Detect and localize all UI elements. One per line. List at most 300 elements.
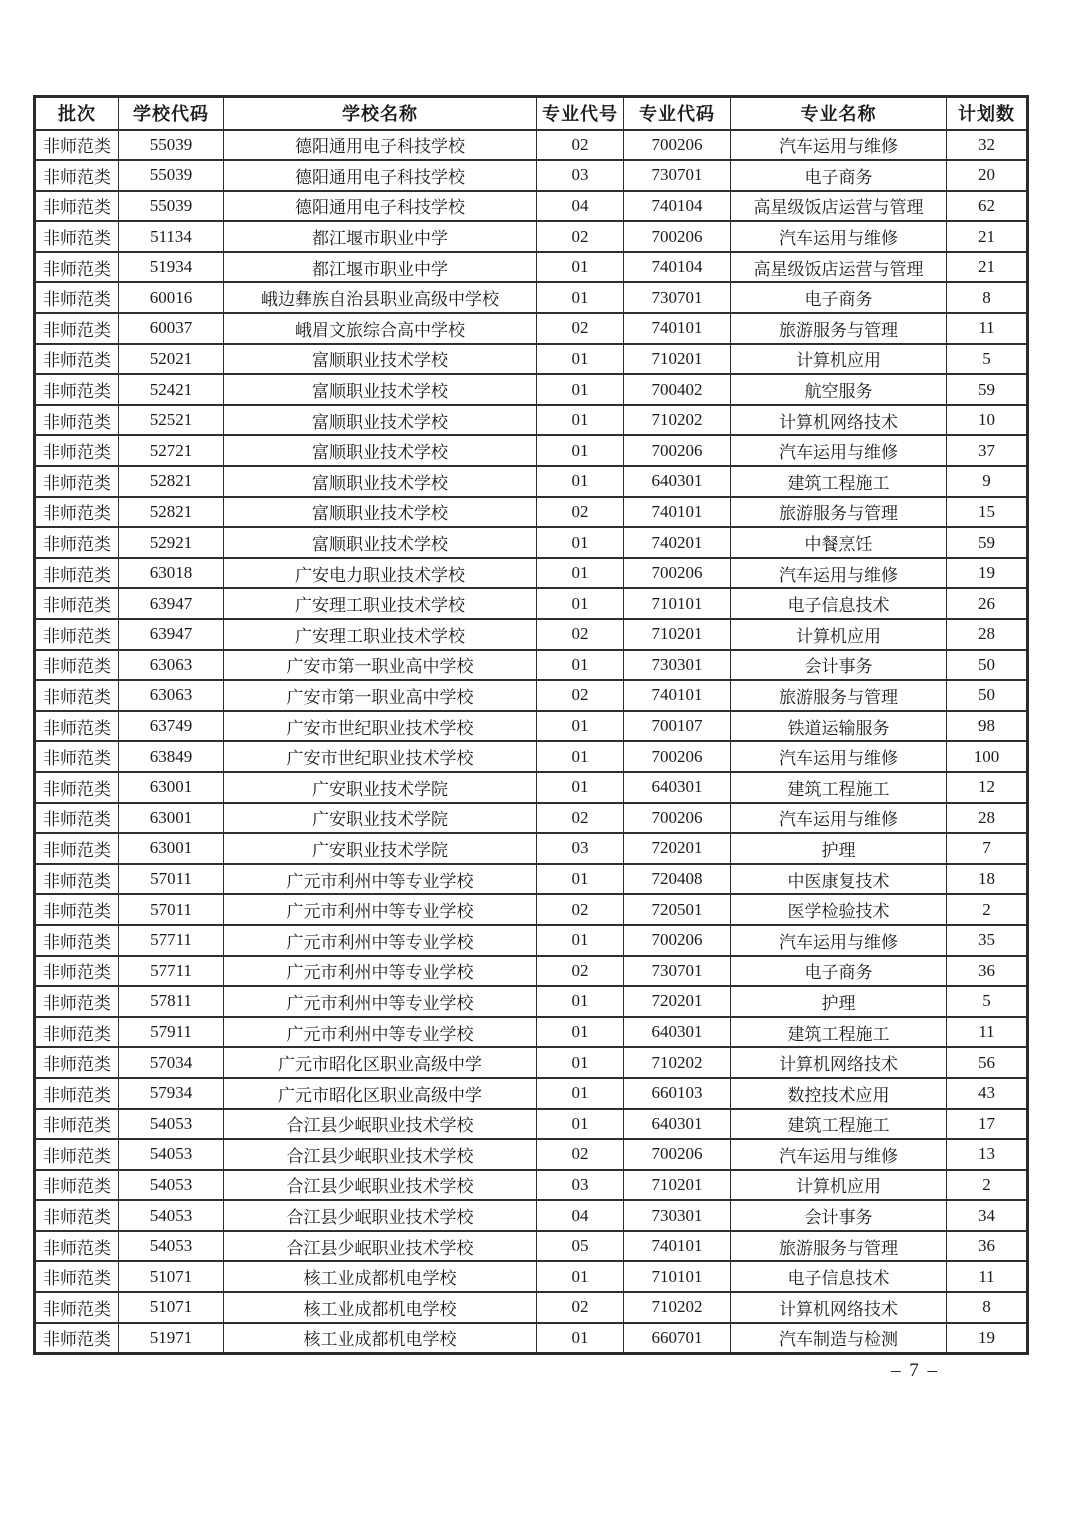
cell-major-name: 计算机应用 xyxy=(731,344,947,375)
cell-school-code: 63001 xyxy=(119,833,224,864)
cell-major-code: 710202 xyxy=(624,1047,731,1078)
cell-plan-count: 26 xyxy=(947,588,1028,619)
cell-plan-count: 5 xyxy=(947,986,1028,1017)
table-row xyxy=(35,313,1028,344)
cell-school-code: 63947 xyxy=(119,619,224,650)
cell-school-name: 核工业成都机电学校 xyxy=(224,1323,537,1354)
cell-school-name: 富顺职业技术学校 xyxy=(224,497,537,528)
cell-major-code: 730701 xyxy=(624,956,731,987)
cell-batch: 非师范类 xyxy=(35,313,119,344)
cell-school-name: 广元市昭化区职业高级中学 xyxy=(224,1078,537,1109)
cell-plan-count: 37 xyxy=(947,435,1028,466)
cell-major-number: 02 xyxy=(537,130,624,161)
cell-school-name: 富顺职业技术学校 xyxy=(224,405,537,436)
cell-major-name: 中医康复技术 xyxy=(731,864,947,895)
cell-batch: 非师范类 xyxy=(35,1078,119,1109)
cell-major-code: 720201 xyxy=(624,833,731,864)
cell-major-name: 建筑工程施工 xyxy=(731,1109,947,1140)
cell-batch: 非师范类 xyxy=(35,986,119,1017)
cell-school-code: 54053 xyxy=(119,1200,224,1231)
cell-school-name: 核工业成都机电学校 xyxy=(224,1261,537,1292)
cell-plan-count: 21 xyxy=(947,252,1028,283)
cell-plan-count: 36 xyxy=(947,956,1028,987)
cell-plan-count: 32 xyxy=(947,130,1028,161)
cell-school-code: 52821 xyxy=(119,466,224,497)
column-header-major-code: 专业代码 xyxy=(624,97,731,130)
cell-school-code: 57911 xyxy=(119,1017,224,1048)
cell-major-name: 建筑工程施工 xyxy=(731,1017,947,1048)
cell-batch: 非师范类 xyxy=(35,1292,119,1323)
cell-school-code: 63001 xyxy=(119,772,224,803)
cell-batch: 非师范类 xyxy=(35,1200,119,1231)
cell-major-code: 740101 xyxy=(624,313,731,344)
cell-major-number: 03 xyxy=(537,1170,624,1201)
table-row xyxy=(35,344,1028,375)
cell-school-code: 54053 xyxy=(119,1109,224,1140)
cell-major-name: 计算机网络技术 xyxy=(731,405,947,436)
cell-major-code: 700206 xyxy=(624,1139,731,1170)
cell-batch: 非师范类 xyxy=(35,711,119,742)
cell-major-code: 730301 xyxy=(624,1200,731,1231)
cell-plan-count: 19 xyxy=(947,558,1028,589)
table-row xyxy=(35,191,1028,222)
cell-batch: 非师范类 xyxy=(35,588,119,619)
cell-major-code: 700206 xyxy=(624,741,731,772)
table-row xyxy=(35,711,1028,742)
cell-plan-count: 59 xyxy=(947,374,1028,405)
table-row xyxy=(35,1017,1028,1048)
cell-major-name: 电子信息技术 xyxy=(731,1261,947,1292)
cell-school-code: 55039 xyxy=(119,160,224,191)
cell-plan-count: 5 xyxy=(947,344,1028,375)
cell-school-code: 52421 xyxy=(119,374,224,405)
cell-school-name: 合江县少岷职业技术学校 xyxy=(224,1170,537,1201)
cell-major-number: 01 xyxy=(537,282,624,313)
cell-plan-count: 17 xyxy=(947,1109,1028,1140)
cell-major-number: 01 xyxy=(537,1078,624,1109)
cell-major-name: 会计事务 xyxy=(731,650,947,681)
cell-major-code: 710202 xyxy=(624,1292,731,1323)
cell-plan-count: 11 xyxy=(947,1017,1028,1048)
cell-school-name: 广元市利州中等专业学校 xyxy=(224,1017,537,1048)
cell-plan-count: 11 xyxy=(947,1261,1028,1292)
cell-batch: 非师范类 xyxy=(35,741,119,772)
cell-batch: 非师范类 xyxy=(35,864,119,895)
cell-school-name: 广安理工职业技术学校 xyxy=(224,619,537,650)
table-row xyxy=(35,833,1028,864)
cell-school-name: 德阳通用电子科技学校 xyxy=(224,130,537,161)
cell-major-number: 02 xyxy=(537,1139,624,1170)
cell-major-name: 计算机网络技术 xyxy=(731,1047,947,1078)
cell-school-code: 63063 xyxy=(119,680,224,711)
table-row xyxy=(35,466,1028,497)
cell-batch: 非师范类 xyxy=(35,1109,119,1140)
table-row xyxy=(35,405,1028,436)
cell-major-number: 01 xyxy=(537,588,624,619)
cell-school-name: 广元市利州中等专业学校 xyxy=(224,864,537,895)
cell-major-code: 700206 xyxy=(624,803,731,834)
cell-plan-count: 100 xyxy=(947,741,1028,772)
cell-plan-count: 8 xyxy=(947,282,1028,313)
cell-batch: 非师范类 xyxy=(35,221,119,252)
column-header-school-code: 学校代码 xyxy=(119,97,224,130)
cell-school-name: 峨眉文旅综合高中学校 xyxy=(224,313,537,344)
cell-plan-count: 34 xyxy=(947,1200,1028,1231)
cell-batch: 非师范类 xyxy=(35,956,119,987)
cell-batch: 非师范类 xyxy=(35,374,119,405)
cell-major-number: 02 xyxy=(537,1292,624,1323)
cell-major-number: 03 xyxy=(537,160,624,191)
cell-plan-count: 43 xyxy=(947,1078,1028,1109)
table-row xyxy=(35,588,1028,619)
cell-plan-count: 28 xyxy=(947,619,1028,650)
cell-major-name: 汽车运用与维修 xyxy=(731,558,947,589)
cell-plan-count: 9 xyxy=(947,466,1028,497)
column-header-major-name: 专业名称 xyxy=(731,97,947,130)
cell-major-number: 01 xyxy=(537,252,624,283)
cell-school-code: 60037 xyxy=(119,313,224,344)
cell-batch: 非师范类 xyxy=(35,1261,119,1292)
cell-plan-count: 12 xyxy=(947,772,1028,803)
cell-school-code: 54053 xyxy=(119,1170,224,1201)
cell-batch: 非师范类 xyxy=(35,344,119,375)
cell-batch: 非师范类 xyxy=(35,558,119,589)
cell-school-name: 合江县少岷职业技术学校 xyxy=(224,1139,537,1170)
cell-school-code: 51071 xyxy=(119,1292,224,1323)
table-row xyxy=(35,1292,1028,1323)
cell-school-name: 富顺职业技术学校 xyxy=(224,374,537,405)
cell-major-code: 640301 xyxy=(624,772,731,803)
cell-school-code: 60016 xyxy=(119,282,224,313)
cell-major-name: 汽车制造与检测 xyxy=(731,1323,947,1354)
cell-school-code: 63063 xyxy=(119,650,224,681)
cell-school-name: 广元市利州中等专业学校 xyxy=(224,925,537,956)
column-header-batch: 批次 xyxy=(35,97,119,130)
cell-major-code: 730701 xyxy=(624,160,731,191)
cell-school-name: 广安职业技术学院 xyxy=(224,803,537,834)
cell-major-number: 01 xyxy=(537,405,624,436)
cell-major-code: 710202 xyxy=(624,405,731,436)
cell-major-name: 汽车运用与维修 xyxy=(731,925,947,956)
cell-major-number: 01 xyxy=(537,986,624,1017)
cell-major-name: 护理 xyxy=(731,986,947,1017)
cell-school-code: 63001 xyxy=(119,803,224,834)
cell-major-number: 02 xyxy=(537,894,624,925)
cell-school-name: 合江县少岷职业技术学校 xyxy=(224,1231,537,1262)
cell-batch: 非师范类 xyxy=(35,803,119,834)
cell-major-number: 02 xyxy=(537,619,624,650)
cell-major-number: 01 xyxy=(537,1047,624,1078)
cell-major-number: 02 xyxy=(537,313,624,344)
cell-plan-count: 50 xyxy=(947,680,1028,711)
table-row xyxy=(35,650,1028,681)
cell-major-code: 700206 xyxy=(624,925,731,956)
cell-school-code: 57011 xyxy=(119,894,224,925)
cell-school-name: 核工业成都机电学校 xyxy=(224,1292,537,1323)
table-row xyxy=(35,558,1028,589)
table-row xyxy=(35,252,1028,283)
column-header-major-number: 专业代号 xyxy=(537,97,624,130)
cell-school-code: 51134 xyxy=(119,221,224,252)
cell-major-name: 电子商务 xyxy=(731,956,947,987)
cell-batch: 非师范类 xyxy=(35,772,119,803)
cell-school-code: 51934 xyxy=(119,252,224,283)
cell-major-name: 建筑工程施工 xyxy=(731,772,947,803)
cell-school-name: 富顺职业技术学校 xyxy=(224,527,537,558)
cell-plan-count: 98 xyxy=(947,711,1028,742)
table-row xyxy=(35,282,1028,313)
cell-major-name: 汽车运用与维修 xyxy=(731,803,947,834)
cell-major-code: 640301 xyxy=(624,1109,731,1140)
cell-major-name: 旅游服务与管理 xyxy=(731,1231,947,1262)
cell-school-name: 广安市第一职业高中学校 xyxy=(224,680,537,711)
cell-major-name: 数控技术应用 xyxy=(731,1078,947,1109)
cell-major-code: 710201 xyxy=(624,1170,731,1201)
table-row xyxy=(35,619,1028,650)
cell-major-name: 旅游服务与管理 xyxy=(731,497,947,528)
cell-major-number: 01 xyxy=(537,1323,624,1354)
cell-batch: 非师范类 xyxy=(35,1017,119,1048)
cell-major-name: 汽车运用与维修 xyxy=(731,221,947,252)
cell-major-code: 700402 xyxy=(624,374,731,405)
cell-school-code: 63749 xyxy=(119,711,224,742)
column-header-school-name: 学校名称 xyxy=(224,97,537,130)
cell-batch: 非师范类 xyxy=(35,497,119,528)
cell-school-name: 富顺职业技术学校 xyxy=(224,466,537,497)
cell-school-code: 57811 xyxy=(119,986,224,1017)
table-row xyxy=(35,130,1028,161)
cell-major-name: 汽车运用与维修 xyxy=(731,741,947,772)
cell-plan-count: 50 xyxy=(947,650,1028,681)
cell-major-name: 汽车运用与维修 xyxy=(731,435,947,466)
cell-school-name: 德阳通用电子科技学校 xyxy=(224,191,537,222)
cell-major-name: 医学检验技术 xyxy=(731,894,947,925)
table-row xyxy=(35,925,1028,956)
cell-plan-count: 36 xyxy=(947,1231,1028,1262)
cell-major-number: 04 xyxy=(537,1200,624,1231)
cell-major-number: 01 xyxy=(537,650,624,681)
cell-batch: 非师范类 xyxy=(35,680,119,711)
cell-major-code: 730701 xyxy=(624,282,731,313)
cell-batch: 非师范类 xyxy=(35,435,119,466)
cell-batch: 非师范类 xyxy=(35,1139,119,1170)
cell-major-name: 电子商务 xyxy=(731,282,947,313)
cell-school-name: 广安市世纪职业技术学校 xyxy=(224,741,537,772)
cell-major-code: 700107 xyxy=(624,711,731,742)
cell-major-name: 计算机网络技术 xyxy=(731,1292,947,1323)
cell-major-name: 护理 xyxy=(731,833,947,864)
column-header-plan-count: 计划数 xyxy=(947,97,1028,130)
cell-batch: 非师范类 xyxy=(35,833,119,864)
cell-school-name: 峨边彝族自治县职业高级中学校 xyxy=(224,282,537,313)
cell-school-name: 合江县少岷职业技术学校 xyxy=(224,1109,537,1140)
cell-school-name: 合江县少岷职业技术学校 xyxy=(224,1200,537,1231)
cell-major-name: 电子信息技术 xyxy=(731,588,947,619)
cell-school-name: 广安职业技术学院 xyxy=(224,833,537,864)
table-row xyxy=(35,527,1028,558)
cell-school-name: 广安市世纪职业技术学校 xyxy=(224,711,537,742)
table-row xyxy=(35,1261,1028,1292)
cell-major-code: 740104 xyxy=(624,191,731,222)
cell-major-code: 660103 xyxy=(624,1078,731,1109)
cell-major-name: 旅游服务与管理 xyxy=(731,313,947,344)
cell-major-code: 720201 xyxy=(624,986,731,1017)
cell-major-code: 710101 xyxy=(624,1261,731,1292)
cell-major-number: 01 xyxy=(537,558,624,589)
cell-major-number: 02 xyxy=(537,956,624,987)
cell-batch: 非师范类 xyxy=(35,405,119,436)
cell-school-code: 63018 xyxy=(119,558,224,589)
table-row xyxy=(35,1109,1028,1140)
cell-major-code: 720501 xyxy=(624,894,731,925)
cell-plan-count: 15 xyxy=(947,497,1028,528)
cell-batch: 非师范类 xyxy=(35,191,119,222)
cell-major-code: 730301 xyxy=(624,650,731,681)
cell-major-number: 01 xyxy=(537,344,624,375)
cell-plan-count: 28 xyxy=(947,803,1028,834)
table-row xyxy=(35,956,1028,987)
cell-major-code: 700206 xyxy=(624,221,731,252)
cell-school-name: 广安职业技术学院 xyxy=(224,772,537,803)
cell-plan-count: 56 xyxy=(947,1047,1028,1078)
cell-school-code: 63947 xyxy=(119,588,224,619)
cell-batch: 非师范类 xyxy=(35,1047,119,1078)
cell-major-number: 01 xyxy=(537,772,624,803)
cell-school-code: 52821 xyxy=(119,497,224,528)
cell-major-code: 640301 xyxy=(624,1017,731,1048)
cell-school-code: 52021 xyxy=(119,344,224,375)
cell-school-code: 55039 xyxy=(119,130,224,161)
cell-major-code: 720408 xyxy=(624,864,731,895)
cell-school-code: 63849 xyxy=(119,741,224,772)
cell-school-name: 广元市利州中等专业学校 xyxy=(224,894,537,925)
cell-major-number: 02 xyxy=(537,803,624,834)
table-row xyxy=(35,1047,1028,1078)
cell-major-code: 700206 xyxy=(624,130,731,161)
cell-plan-count: 8 xyxy=(947,1292,1028,1323)
cell-school-name: 富顺职业技术学校 xyxy=(224,344,537,375)
table-row xyxy=(35,1139,1028,1170)
page-number: – 7 – xyxy=(891,1360,939,1381)
cell-major-name: 电子商务 xyxy=(731,160,947,191)
table-row xyxy=(35,894,1028,925)
cell-major-name: 会计事务 xyxy=(731,1200,947,1231)
cell-major-code: 740101 xyxy=(624,680,731,711)
cell-school-code: 52521 xyxy=(119,405,224,436)
cell-batch: 非师范类 xyxy=(35,466,119,497)
cell-major-number: 01 xyxy=(537,374,624,405)
cell-school-code: 57011 xyxy=(119,864,224,895)
cell-major-name: 汽车运用与维修 xyxy=(731,130,947,161)
cell-plan-count: 35 xyxy=(947,925,1028,956)
cell-major-number: 01 xyxy=(537,925,624,956)
cell-plan-count: 19 xyxy=(947,1323,1028,1354)
header-row xyxy=(35,97,1028,130)
table-row xyxy=(35,803,1028,834)
cell-batch: 非师范类 xyxy=(35,650,119,681)
cell-plan-count: 18 xyxy=(947,864,1028,895)
cell-major-number: 01 xyxy=(537,1109,624,1140)
cell-major-code: 710201 xyxy=(624,344,731,375)
cell-school-name: 富顺职业技术学校 xyxy=(224,435,537,466)
cell-batch: 非师范类 xyxy=(35,1323,119,1354)
cell-school-name: 广安电力职业技术学校 xyxy=(224,558,537,589)
table-row xyxy=(35,1200,1028,1231)
table-row xyxy=(35,374,1028,405)
cell-major-name: 旅游服务与管理 xyxy=(731,680,947,711)
cell-major-number: 01 xyxy=(537,864,624,895)
cell-school-code: 55039 xyxy=(119,191,224,222)
cell-major-code: 700206 xyxy=(624,558,731,589)
cell-major-name: 高星级饭店运营与管理 xyxy=(731,252,947,283)
cell-major-number: 02 xyxy=(537,221,624,252)
cell-major-code: 740201 xyxy=(624,527,731,558)
cell-school-name: 广元市利州中等专业学校 xyxy=(224,986,537,1017)
table-row xyxy=(35,160,1028,191)
table-row xyxy=(35,680,1028,711)
table-row xyxy=(35,1323,1028,1354)
table-row xyxy=(35,1231,1028,1262)
cell-major-number: 03 xyxy=(537,833,624,864)
cell-school-code: 51071 xyxy=(119,1261,224,1292)
table-row xyxy=(35,435,1028,466)
cell-school-code: 54053 xyxy=(119,1139,224,1170)
cell-batch: 非师范类 xyxy=(35,527,119,558)
cell-school-name: 广元市利州中等专业学校 xyxy=(224,956,537,987)
cell-school-code: 54053 xyxy=(119,1231,224,1262)
cell-batch: 非师范类 xyxy=(35,894,119,925)
cell-school-code: 51971 xyxy=(119,1323,224,1354)
cell-major-number: 02 xyxy=(537,680,624,711)
cell-plan-count: 2 xyxy=(947,1170,1028,1201)
cell-school-name: 都江堰市职业中学 xyxy=(224,221,537,252)
cell-school-code: 52721 xyxy=(119,435,224,466)
cell-major-code: 640301 xyxy=(624,466,731,497)
cell-batch: 非师范类 xyxy=(35,1170,119,1201)
cell-major-number: 01 xyxy=(537,435,624,466)
cell-school-name: 广安理工职业技术学校 xyxy=(224,588,537,619)
cell-school-name: 广安市第一职业高中学校 xyxy=(224,650,537,681)
cell-school-code: 57711 xyxy=(119,925,224,956)
cell-batch: 非师范类 xyxy=(35,130,119,161)
cell-major-number: 01 xyxy=(537,1017,624,1048)
cell-major-number: 05 xyxy=(537,1231,624,1262)
cell-batch: 非师范类 xyxy=(35,252,119,283)
cell-major-name: 航空服务 xyxy=(731,374,947,405)
cell-school-name: 德阳通用电子科技学校 xyxy=(224,160,537,191)
cell-major-number: 01 xyxy=(537,1261,624,1292)
cell-school-name: 都江堰市职业中学 xyxy=(224,252,537,283)
table-row xyxy=(35,986,1028,1017)
cell-school-code: 57034 xyxy=(119,1047,224,1078)
cell-major-number: 01 xyxy=(537,527,624,558)
cell-major-name: 高星级饭店运营与管理 xyxy=(731,191,947,222)
cell-batch: 非师范类 xyxy=(35,282,119,313)
cell-major-name: 计算机应用 xyxy=(731,1170,947,1201)
cell-batch: 非师范类 xyxy=(35,619,119,650)
table-row xyxy=(35,772,1028,803)
cell-plan-count: 7 xyxy=(947,833,1028,864)
cell-major-code: 710101 xyxy=(624,588,731,619)
cell-plan-count: 20 xyxy=(947,160,1028,191)
cell-major-name: 铁道运输服务 xyxy=(731,711,947,742)
cell-school-name: 广元市昭化区职业高级中学 xyxy=(224,1047,537,1078)
table-row xyxy=(35,497,1028,528)
cell-batch: 非师范类 xyxy=(35,925,119,956)
admission-plan-table xyxy=(33,95,1029,1355)
cell-major-code: 740101 xyxy=(624,1231,731,1262)
cell-major-name: 中餐烹饪 xyxy=(731,527,947,558)
